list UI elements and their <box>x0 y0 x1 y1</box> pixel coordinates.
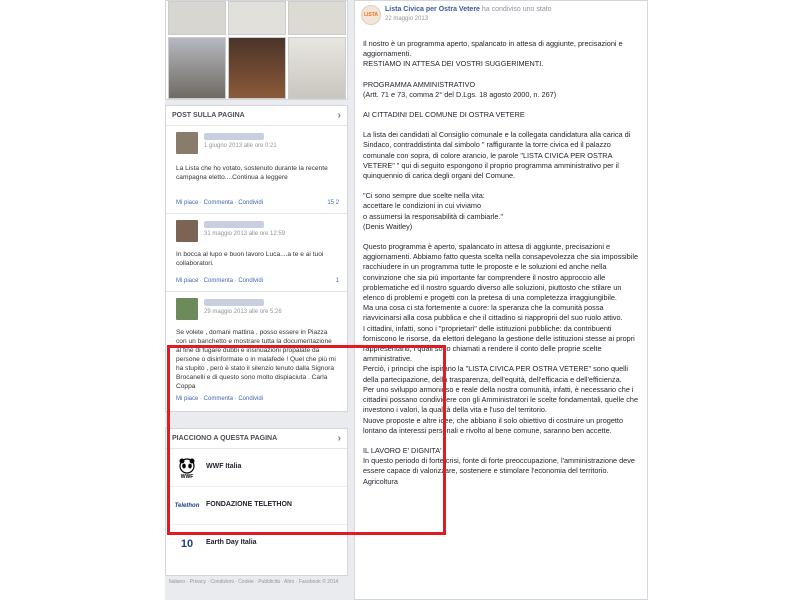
earth-day-logo-icon[interactable]: 10 <box>180 538 194 550</box>
photo-thumbnail[interactable] <box>228 37 286 99</box>
list-item <box>166 126 347 214</box>
photo-thumbnail[interactable] <box>168 1 226 35</box>
post-date[interactable]: 1 giugno 2013 alle ore 0:21 <box>204 143 277 149</box>
liked-page-item[interactable] <box>166 449 347 487</box>
post-text: Se volete , domani mattina , posso essere in Piazza con un banchetto e mostrare tutta la documentazione al fine di fugare dubbi e insinuazioni propalate da persone o disinformate o in malafede ! Quel che più mi ha stupito , però è stato il silenzio tenuto dalla Signora Brocanelli e di questo sono molto dispiaciuta . Carla Coppa <box>176 329 336 390</box>
liked-page-name[interactable]: WWF Italia <box>206 463 242 470</box>
story-verb: ha condiviso uno stato <box>481 6 552 13</box>
left-column <box>165 0 348 600</box>
panel-title: PIACCIONO A QUESTA PAGINA <box>172 435 278 442</box>
avatar-text: LISTA <box>363 12 379 18</box>
author-name-blurred[interactable] <box>204 299 264 306</box>
liked-page-name[interactable]: FONDAZIONE TELETHON <box>206 501 292 508</box>
photo-thumbnail[interactable] <box>228 1 286 35</box>
page-avatar[interactable] <box>361 5 381 25</box>
post-date[interactable]: 31 maggio 2013 alle ore 12:59 <box>204 231 286 237</box>
panel-header[interactable] <box>166 106 347 126</box>
status-text <box>363 39 643 497</box>
paragraph: PROGRAMMA AMMINISTRATIVO (Artt. 71 e 73, comma 2° del D.Lgs. 18 agosto 2000, n. 267) <box>363 79 557 99</box>
post-actions[interactable]: Mi piace · Commenta · Condividi <box>176 200 264 206</box>
avatar[interactable] <box>176 298 198 320</box>
photo-grid <box>165 0 348 100</box>
page-posts-panel <box>165 105 348 412</box>
status-story <box>354 0 648 600</box>
post-text: La Lista che ho votato, sostenuto durante la recente campagna eletto....Continua a leggere <box>176 165 328 181</box>
chevron-right-icon[interactable]: › <box>337 110 341 121</box>
highlighted-paragraph: Ma una cosa ci sta fortemente a cuore: la speranza che la comunità possa riavvicinarsi alla cosa pubblica e che il cittadino si riapproprii del suo ruolo attivo. <box>363 303 623 323</box>
paragraph: "Ci sono sempre due scelte nella vita: accettare le condizioni in cui viviamo o assumersi la responsabilità di cambiarle." (Denis Waitley) <box>363 191 504 231</box>
liked-page-name[interactable]: Earth Day Italia <box>206 539 257 546</box>
story-date[interactable]: 22 maggio 2013 <box>385 16 429 22</box>
telethon-logo-icon[interactable]: Telethon <box>174 503 200 509</box>
list-item <box>166 214 347 292</box>
paragraph: AI CITTADINI DEL COMUNE DI OSTRA VETERE <box>363 110 525 120</box>
highlighted-paragraph: Nuove proposte e altre idee, che abbiano il solo obiettivo di costruire un progetto lontano da interessi personali e rivolto al bene comune, saranno ben accette. <box>363 415 624 435</box>
avatar[interactable] <box>176 220 198 242</box>
post-counts[interactable]: 15 2 <box>327 200 339 206</box>
photo-thumbnail[interactable] <box>288 37 346 99</box>
paragraph: La lista dei candidati al Consiglio comunale e la collegata candidatura alla carica di Sindaco, contraddistinta dal simbolo " raffigurante la torre civica ed il palazzo comunale con sopra, di colore arancio, le parole "LISTA CIVICA PER OSTRA VETERE" " qui di seguito espongono il proprio programma amministrativo per il quinquennio di carica degli organi del Comune. <box>363 130 631 181</box>
post-counts[interactable]: 1 <box>335 278 339 284</box>
post-actions[interactable]: Mi piace · Commenta · Condividi <box>176 278 264 284</box>
paragraph: Questo programma è aperto, spalancato in attesa di aggiunte, precisazioni e aggiornamenti. Abbiamo fatto questa scelta nella consapevolezza che sia impossibile racchiudere in un programma tutte le proposte e le soluzioni ed anche nella convinzione che sia più importante far comprendere il nostro approccio alle problematiche ed il nostro sguardo diverso alle soluzioni, piuttosto che stilare un elenco di problemi e progetti con la pretesa di una completezza irraggiungibile. <box>363 242 639 303</box>
paragraph: IL LAVORO E' DIGNITA' In questo periodo di forte crisi, fonte di forte preoccupazione, l'amministrazione deve essere capace di valorizzare, sostenere e stimolare l'economia del territorio. Agricoltura <box>363 445 635 486</box>
highlighted-paragraph: Per uno sviluppo armonioso e reale della nostra comunità, infatti, è necessario che i cittadini possano condividere con gli Amministratori le scelte fondamentali, quelle che investono i valori, la qualità della vita e l'uso del territorio. <box>363 384 638 415</box>
post-actions[interactable]: Mi piace · Commenta · Condividi <box>176 396 264 402</box>
highlighted-paragraph: Perciò, i principi che ispirano la "LISTA CIVICA PER OSTRA VETERE" sono quelli della partecipazione, della trasparenza, dell'equità, dell'efficacia e dell'efficienza. <box>363 364 629 384</box>
highlighted-paragraph: I cittadini, infatti, sono i "proprietari" delle istituzioni pubbliche: da contribuenti forniscono le risorse, da elettori delegano la gestione delle istituzioni stesse ai propri rappresentanti, i quali sono chiamati a rendere il conto delle proprie scelte amministrative. <box>363 323 635 364</box>
photo-thumbnail[interactable] <box>168 37 226 99</box>
footer-links[interactable]: Italiano · Privacy · Condizioni · Cookie · Pubblicità · Altro · Facebook © 2014 <box>169 579 339 585</box>
panda-logo-icon[interactable] <box>174 455 200 481</box>
liked-page-item[interactable] <box>166 487 347 525</box>
avatar[interactable] <box>176 132 198 154</box>
panel-header[interactable] <box>166 429 347 449</box>
post-text: In bocca al lupo e buon lavoro Luca....a te e ai tuoi collaboratori. <box>176 251 324 267</box>
story-header <box>385 6 552 13</box>
liked-pages-panel <box>165 428 348 576</box>
page-name-link[interactable]: Lista Civica per Ostra Vetere <box>385 6 480 13</box>
svg-text:WWF: WWF <box>180 474 194 479</box>
list-item <box>166 292 347 411</box>
liked-page-item[interactable] <box>166 525 347 563</box>
author-name-blurred[interactable] <box>204 133 264 140</box>
chevron-right-icon[interactable]: › <box>337 433 341 444</box>
author-name-blurred[interactable] <box>204 221 264 228</box>
post-date[interactable]: 29 maggio 2013 alle ore 5:26 <box>204 309 282 315</box>
paragraph: Il nostro è un programma aperto, spalancato in attesa di aggiunte, precisazioni e aggiornamenti. RESTIAMO IN ATTESA DEI VOSTRI SUGGERIMENTI. <box>363 39 623 69</box>
photo-thumbnail[interactable] <box>288 1 346 35</box>
panel-title: POST SULLA PAGINA <box>172 112 245 119</box>
facebook-page-region <box>165 0 648 600</box>
